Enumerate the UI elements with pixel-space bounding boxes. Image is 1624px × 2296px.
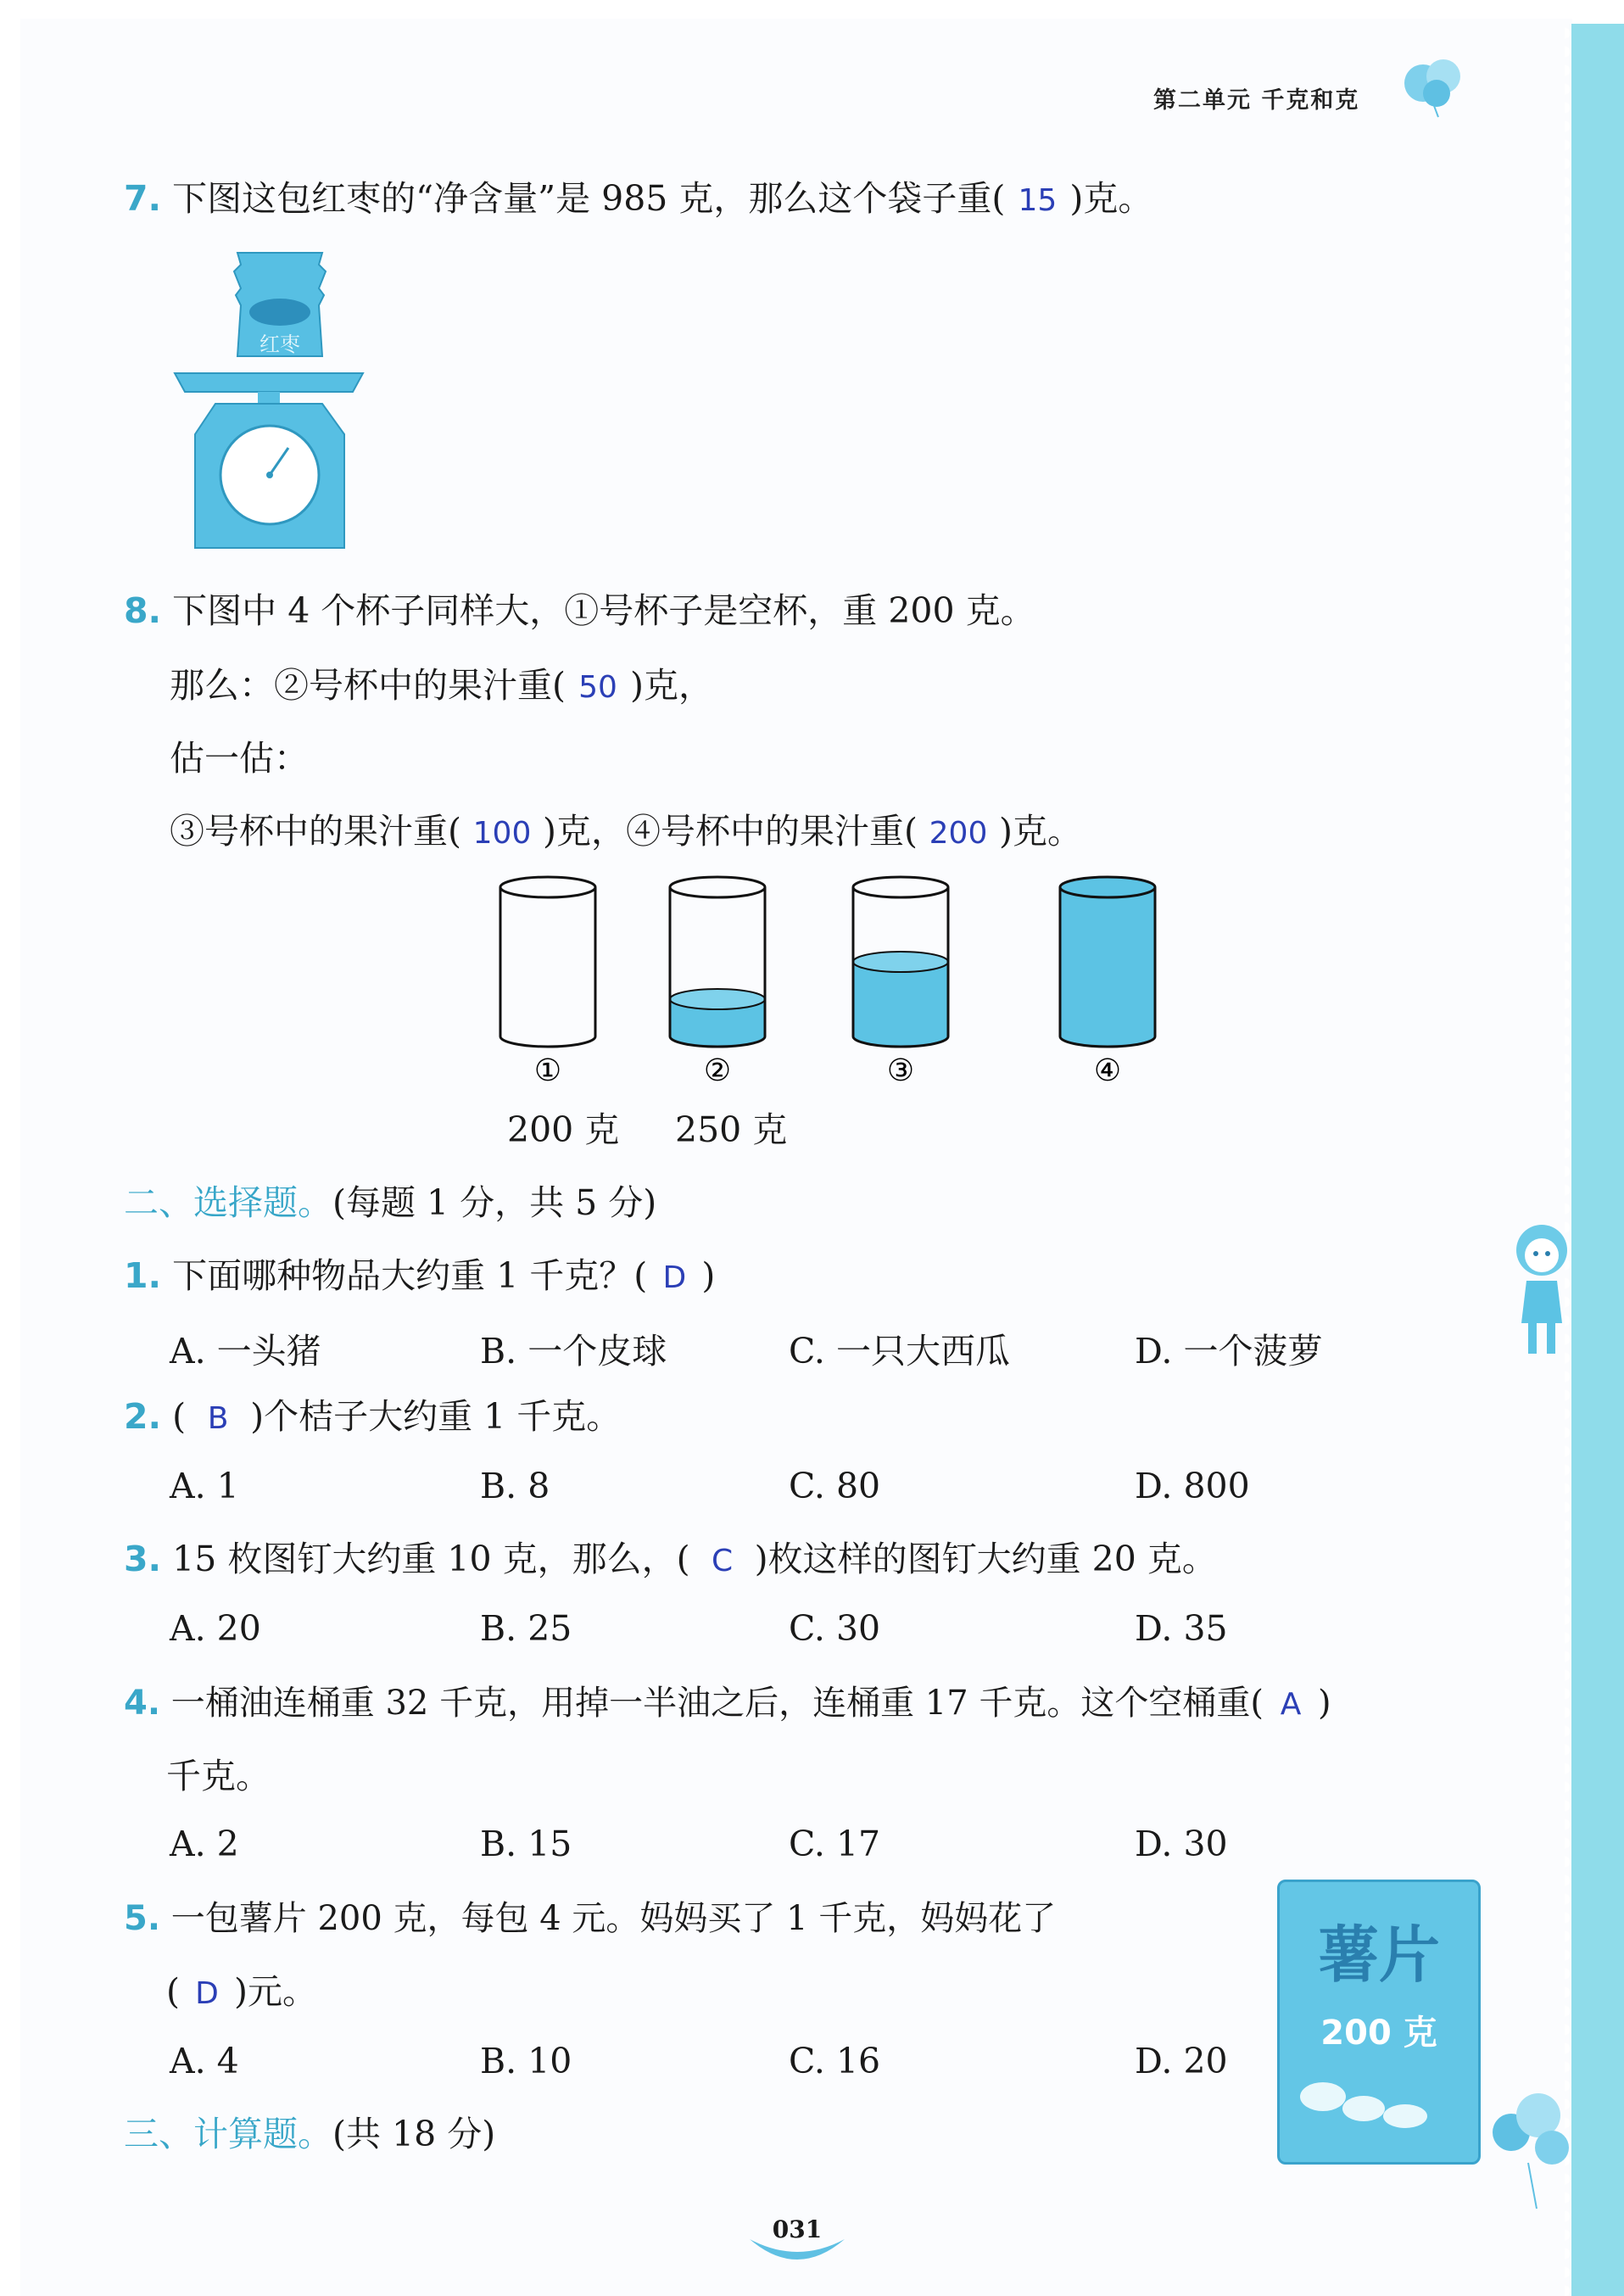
choice-3-option-c: C. 30 bbox=[789, 1608, 881, 1649]
answer-blank: A bbox=[1280, 1687, 1302, 1722]
answer-blank: 200 bbox=[929, 816, 988, 851]
question-text: 下图中 4 个杯子同样大，①号杯子是空杯，重 200 克。 bbox=[172, 590, 1035, 631]
question-7 bbox=[124, 176, 1152, 223]
answer-blank: 15 bbox=[1018, 183, 1058, 218]
question-text-end: ) bbox=[701, 1255, 716, 1296]
choice-1-option-a: A. 一头猪 bbox=[170, 1331, 321, 1371]
bag-label: 红枣 bbox=[260, 332, 300, 356]
cup-outline bbox=[500, 887, 595, 1047]
answer-blank: C bbox=[712, 1544, 734, 1578]
section-3-heading bbox=[124, 2112, 495, 2156]
cup-label: ② bbox=[703, 1053, 732, 1088]
question-text: ( bbox=[172, 1396, 187, 1437]
question-8-line-3: 估一估： bbox=[170, 738, 309, 779]
chips-bag-weight: 200 克 bbox=[1320, 2014, 1437, 2053]
balloon-icon bbox=[1399, 51, 1467, 119]
right-scalloped-edge bbox=[1565, 24, 1577, 2296]
question-number: 3. bbox=[124, 1539, 162, 1579]
cup-3 bbox=[853, 877, 948, 1088]
cups-svg bbox=[475, 870, 1238, 1091]
choice-4-continuation: 千克。 bbox=[166, 1756, 271, 1796]
cup-rim bbox=[670, 877, 765, 897]
cup-label: ① bbox=[533, 1053, 562, 1088]
choice-1-option-c: C. 一只大西瓜 bbox=[789, 1331, 1010, 1371]
potato-chips-bag-illustration bbox=[1277, 1880, 1481, 2165]
question-number: 7. bbox=[124, 178, 162, 219]
chip-icon bbox=[1383, 2104, 1427, 2128]
choice-5-continuation bbox=[166, 1969, 317, 2016]
choice-3 bbox=[124, 1537, 1217, 1584]
question-number: 4. bbox=[124, 1684, 161, 1723]
chips-bag-title: 薯片 bbox=[1317, 1919, 1440, 1991]
section-title: 三、计算题。 bbox=[124, 2114, 332, 2154]
section-title: 二、选择题。 bbox=[124, 1182, 332, 1223]
choice-5-option-c: C. 16 bbox=[789, 2041, 881, 2081]
question-text: 一包薯片 200 克，每包 4 元。妈妈买了 1 千克，妈妈花了 bbox=[170, 1899, 1057, 1938]
choice-5-option-b: B. 10 bbox=[480, 2041, 572, 2081]
answer-blank: 100 bbox=[472, 816, 532, 851]
right-decorative-band bbox=[1571, 24, 1624, 2296]
text: )克， bbox=[630, 665, 713, 706]
choice-4-option-b: B. 15 bbox=[480, 1824, 572, 1864]
question-number: 1. bbox=[124, 1255, 162, 1296]
question-text-end: )个桔子大约重 1 千克。 bbox=[250, 1396, 622, 1437]
text: )克。 bbox=[999, 811, 1082, 852]
choice-1-option-d: D. 一个菠萝 bbox=[1135, 1331, 1323, 1371]
chip-icon bbox=[1342, 2096, 1385, 2121]
red-dates-scale-illustration bbox=[170, 246, 373, 560]
question-number: 8. bbox=[124, 590, 162, 631]
section-2-heading bbox=[124, 1181, 656, 1225]
question-text-end: )元。 bbox=[234, 1971, 317, 2012]
cup-rim bbox=[1060, 877, 1155, 897]
text: )克，④号杯中的果汁重( bbox=[543, 811, 918, 852]
question-text-end: )枚这样的图钉大约重 20 克。 bbox=[754, 1539, 1217, 1579]
choice-2 bbox=[124, 1394, 621, 1441]
answer-blank: B bbox=[207, 1401, 229, 1436]
answer-blank: D bbox=[195, 1976, 219, 2011]
question-8-line-4 bbox=[170, 809, 1082, 856]
choice-5 bbox=[124, 1897, 1056, 1941]
chip-icon bbox=[1300, 2082, 1346, 2111]
cup-2 bbox=[670, 877, 765, 1088]
cup-1 bbox=[500, 877, 595, 1088]
section-note: (共 18 分) bbox=[332, 2114, 496, 2154]
cup-2-weight: 250 克 bbox=[675, 1109, 788, 1150]
cup-juice bbox=[1060, 887, 1155, 1047]
cup-4 bbox=[1060, 877, 1155, 1088]
question-text: 下图这包红枣的“净含量”是 985 克，那么这个袋子重( bbox=[172, 178, 1006, 219]
question-text-end: )克。 bbox=[1069, 178, 1153, 219]
question-8-line-2 bbox=[170, 663, 713, 710]
choice-2-option-d: D. 800 bbox=[1135, 1466, 1250, 1506]
choice-3-option-a: A. 20 bbox=[170, 1608, 261, 1649]
question-text: 15 枚图钉大约重 10 克，那么，( bbox=[172, 1539, 690, 1579]
choice-1-option-b: B. 一个皮球 bbox=[480, 1331, 667, 1371]
answer-blank: 50 bbox=[578, 670, 617, 705]
girl-figure-icon bbox=[1508, 1221, 1576, 1366]
choice-1 bbox=[124, 1254, 715, 1300]
choice-2-option-c: C. 80 bbox=[789, 1466, 881, 1506]
choice-2-option-a: A. 1 bbox=[170, 1466, 239, 1506]
juice-surface bbox=[670, 989, 765, 1009]
cup-rim bbox=[500, 877, 595, 897]
choice-5-option-d: D. 20 bbox=[1135, 2041, 1228, 2081]
cup-label: ③ bbox=[886, 1053, 915, 1088]
question-8 bbox=[124, 589, 1035, 633]
answer-blank: D bbox=[662, 1260, 687, 1295]
cup-juice bbox=[853, 962, 948, 1047]
question-text: 下面哪种物品大约重 1 千克？( bbox=[172, 1255, 648, 1296]
choice-4-option-a: A. 2 bbox=[170, 1824, 239, 1864]
question-text-end: ) bbox=[1318, 1684, 1331, 1723]
question-text: 一桶油连桶重 32 千克，用掉一半油之后，连桶重 17 千克。这个空桶重( bbox=[170, 1684, 1264, 1723]
question-number: 5. bbox=[124, 1899, 161, 1938]
choice-2-option-b: B. 8 bbox=[480, 1466, 550, 1506]
choice-4-option-c: C. 17 bbox=[789, 1824, 881, 1864]
cup-rim bbox=[853, 877, 948, 897]
choice-4-option-d: D. 30 bbox=[1135, 1824, 1228, 1864]
header-unit-title: 第二单元 千克和克 bbox=[1153, 87, 1360, 114]
cup-label: ④ bbox=[1093, 1053, 1122, 1088]
juice-surface bbox=[853, 952, 948, 972]
cup-1-weight: 200 克 bbox=[507, 1109, 620, 1150]
page-number: 031 bbox=[772, 2215, 823, 2243]
text: ( bbox=[166, 1971, 180, 2012]
choice-3-option-d: D. 35 bbox=[1135, 1608, 1228, 1649]
choice-4 bbox=[124, 1681, 1331, 1727]
choice-3-option-b: B. 25 bbox=[480, 1608, 572, 1649]
section-note: (每题 1 分，共 5 分) bbox=[332, 1182, 657, 1223]
choice-5-option-a: A. 4 bbox=[170, 2041, 239, 2081]
balloons-icon bbox=[1486, 2081, 1579, 2217]
text: ③号杯中的果汁重( bbox=[170, 811, 461, 852]
question-number: 2. bbox=[124, 1396, 162, 1437]
text: 那么：②号杯中的果汁重( bbox=[170, 665, 566, 706]
